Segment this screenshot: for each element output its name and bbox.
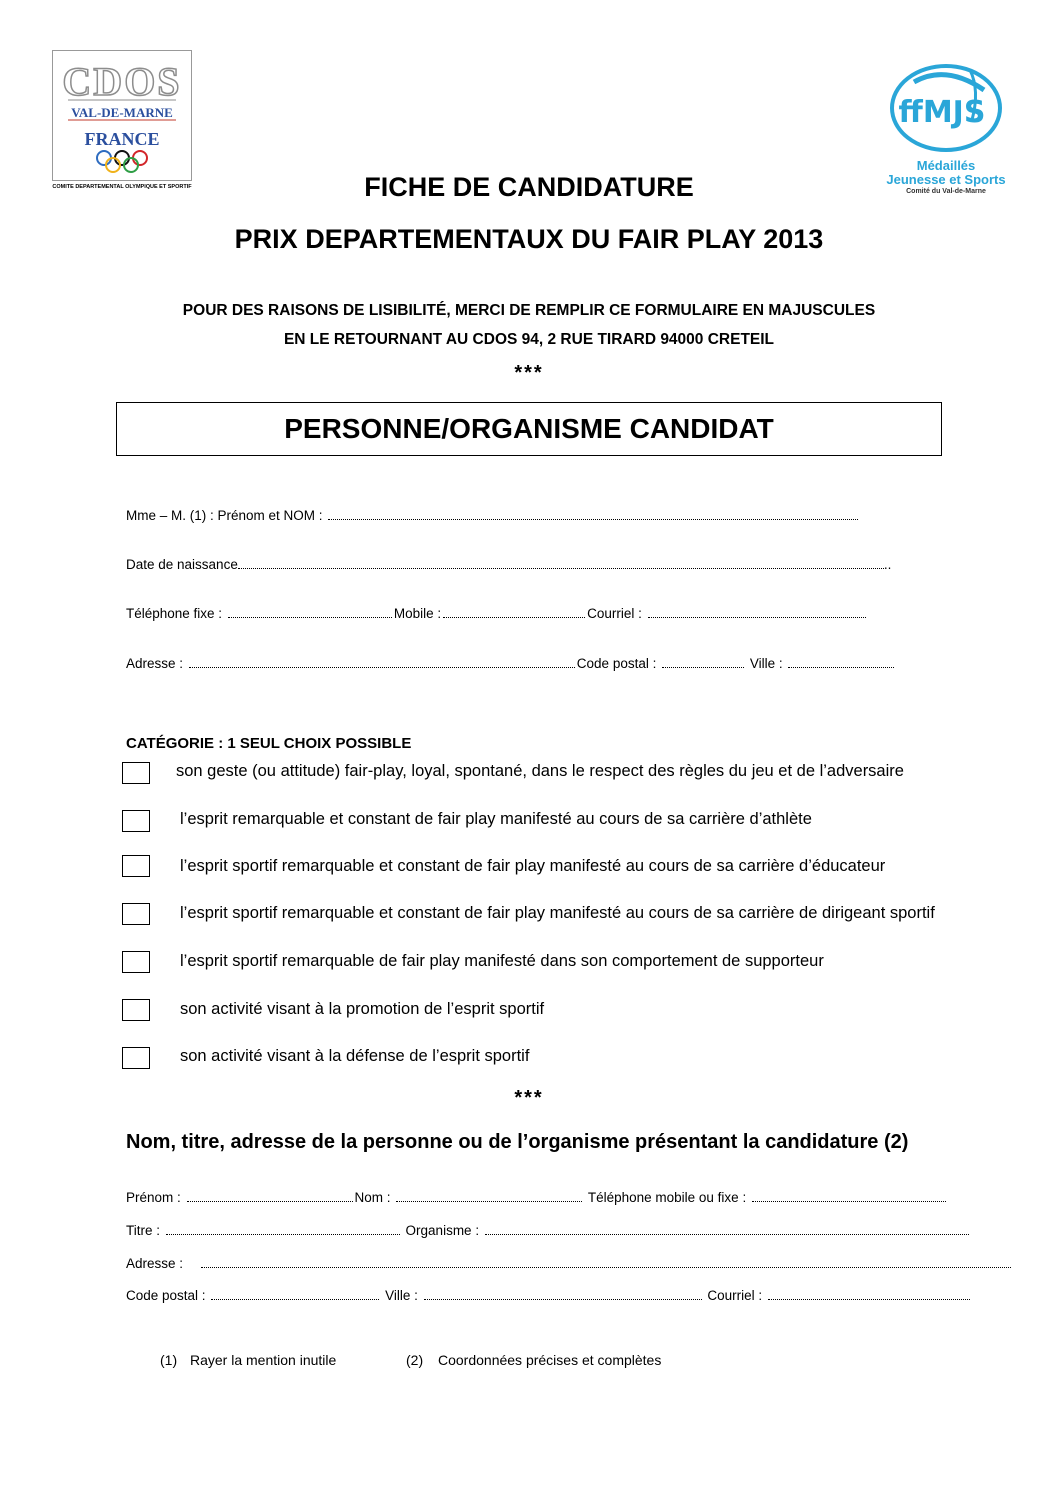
candidate-birth-row <box>126 557 891 572</box>
presenter-lastname-field[interactable] <box>396 1198 582 1202</box>
candidate-email-label: Courriel : <box>587 606 642 621</box>
form-subtitle: PRIX DEPARTEMENTAUX DU FAIR PLAY 2013 <box>234 224 824 254</box>
category-heading: CATÉGORIE : 1 SEUL CHOIX POSSIBLE <box>126 735 412 752</box>
cdos-logo-caption: COMITE DEPARTEMENTAL OLYMPIQUE ET SPORTIF <box>52 184 192 190</box>
category-checkbox-3[interactable] <box>122 855 150 877</box>
presenter-firstname-field[interactable] <box>187 1198 353 1202</box>
presenter-city-label: Ville : <box>385 1288 418 1303</box>
presenter-email-field[interactable] <box>768 1296 970 1300</box>
category-checkbox-4[interactable] <box>122 903 150 925</box>
candidate-postal-field[interactable] <box>662 664 744 668</box>
svg-text:VAL-DE-MARNE: VAL-DE-MARNE <box>71 105 173 120</box>
category-checkbox-6[interactable] <box>122 999 150 1021</box>
candidate-name-label: Mme – M. (1) : Prénom et NOM : <box>126 508 323 523</box>
presenter-title-label: Titre : <box>126 1223 161 1238</box>
instruction-return-address: EN LE RETOURNANT AU CDOS 94, 2 RUE TIRARD 94000 CRETEIL <box>283 331 775 348</box>
presenter-row-2 <box>126 1223 971 1238</box>
presenter-postal-label: Code postal : <box>126 1288 206 1303</box>
instruction-uppercase: POUR DES RAISONS DE LISIBILITÉ, MERCI DE REMPLIR CE FORMULAIRE EN MAJUSCULES <box>182 302 876 319</box>
candidate-email-field[interactable] <box>648 614 866 618</box>
category-option-4: l’esprit sportif remarquable et constant de fair play manifesté au cours de sa carrière de dirigeant sportif <box>180 904 935 922</box>
presenter-postal-field[interactable] <box>211 1296 379 1300</box>
category-option-3: l’esprit sportif remarquable et constant de fair play manifesté au cours de sa carrière d’éducateur <box>180 857 886 875</box>
candidate-address-row <box>126 656 896 671</box>
ffmjs-line1: Médaillés <box>916 158 976 173</box>
presenter-row-3 <box>126 1256 1013 1271</box>
note-2-text: Coordonnées précises et complètes <box>438 1352 662 1368</box>
separator-stars: *** <box>514 362 544 384</box>
note-1-number: (1) <box>160 1352 178 1368</box>
candidate-phone-field[interactable] <box>228 614 392 618</box>
presenter-organism-field[interactable] <box>485 1231 969 1235</box>
presenter-address-field[interactable] <box>201 1264 1011 1268</box>
candidate-postal-label: Code postal : <box>576 656 657 671</box>
candidate-birth-tail: .. <box>883 557 892 572</box>
note-1-text: Rayer la mention inutile <box>190 1352 337 1368</box>
presenter-lastname-label: Nom : <box>354 1190 391 1205</box>
category-option-7: son activité visant à la défense de l’esprit sportif <box>180 1047 530 1065</box>
ffmjs-line3: Comité du Val-de-Marne <box>906 188 986 195</box>
presenter-phone-field[interactable] <box>752 1198 946 1202</box>
presenter-title-field[interactable] <box>166 1231 400 1235</box>
presenter-email-label: Courriel : <box>707 1288 763 1303</box>
category-checkbox-7[interactable] <box>122 1047 150 1069</box>
svg-text:ffMJS: ffMJS <box>898 95 986 130</box>
candidate-section-title: PERSONNE/ORGANISME CANDIDAT <box>116 402 942 456</box>
candidate-city-label: Ville : <box>749 656 783 671</box>
candidate-name-row <box>126 508 860 523</box>
presenter-city-field[interactable] <box>424 1296 702 1300</box>
note-2-number: (2) <box>406 1352 424 1368</box>
presenter-organism-label: Organisme : <box>405 1223 480 1238</box>
category-option-2: l’esprit remarquable et constant de fair play manifesté au cours de sa carrière d’athlète <box>180 810 812 828</box>
presenter-address-label: Adresse : <box>126 1256 184 1271</box>
candidate-name-field[interactable] <box>328 516 858 520</box>
presenter-heading: Nom, titre, adresse de la personne ou de l’organisme présentant la candidature (2) <box>126 1131 909 1153</box>
category-option-1: son geste (ou attitude) fair-play, loyal, spontané, dans le respect des règles du jeu et de l’adversaire <box>176 762 904 780</box>
presenter-firstname-label: Prénom : <box>126 1190 181 1205</box>
candidate-city-field[interactable] <box>788 664 894 668</box>
ffmjs-line2: Jeunesse et Sports <box>886 172 1006 187</box>
ffmjs-emblem-icon <box>884 60 1008 160</box>
category-checkbox-5[interactable] <box>122 951 150 973</box>
candidate-mobile-field[interactable] <box>443 614 585 618</box>
candidate-mobile-label: Mobile : <box>393 606 442 621</box>
candidate-phone-row <box>126 606 868 621</box>
presenter-row-4 <box>126 1288 972 1303</box>
presenter-phone-label: Téléphone mobile ou fixe : <box>587 1190 747 1205</box>
category-checkbox-2[interactable] <box>122 810 150 832</box>
svg-text:FRANCE: FRANCE <box>84 129 160 149</box>
category-option-6: son activité visant à la promotion de l’esprit sportif <box>180 1000 545 1018</box>
category-option-5: l’esprit sportif remarquable de fair play manifesté dans son comportement de supporteur <box>180 952 824 970</box>
candidate-address-field[interactable] <box>189 664 575 668</box>
candidate-address-label: Adresse : <box>126 656 184 671</box>
svg-text:CDOS: CDOS <box>62 59 182 104</box>
separator-stars-2: *** <box>514 1087 544 1109</box>
candidate-phone-label: Téléphone fixe : <box>126 606 223 621</box>
category-checkbox-1[interactable] <box>122 762 150 784</box>
form-title: FICHE DE CANDIDATURE <box>364 172 694 202</box>
presenter-row-1 <box>126 1190 948 1205</box>
candidate-birth-field[interactable] <box>238 565 884 569</box>
candidate-birth-label: Date de naissance <box>126 557 238 572</box>
